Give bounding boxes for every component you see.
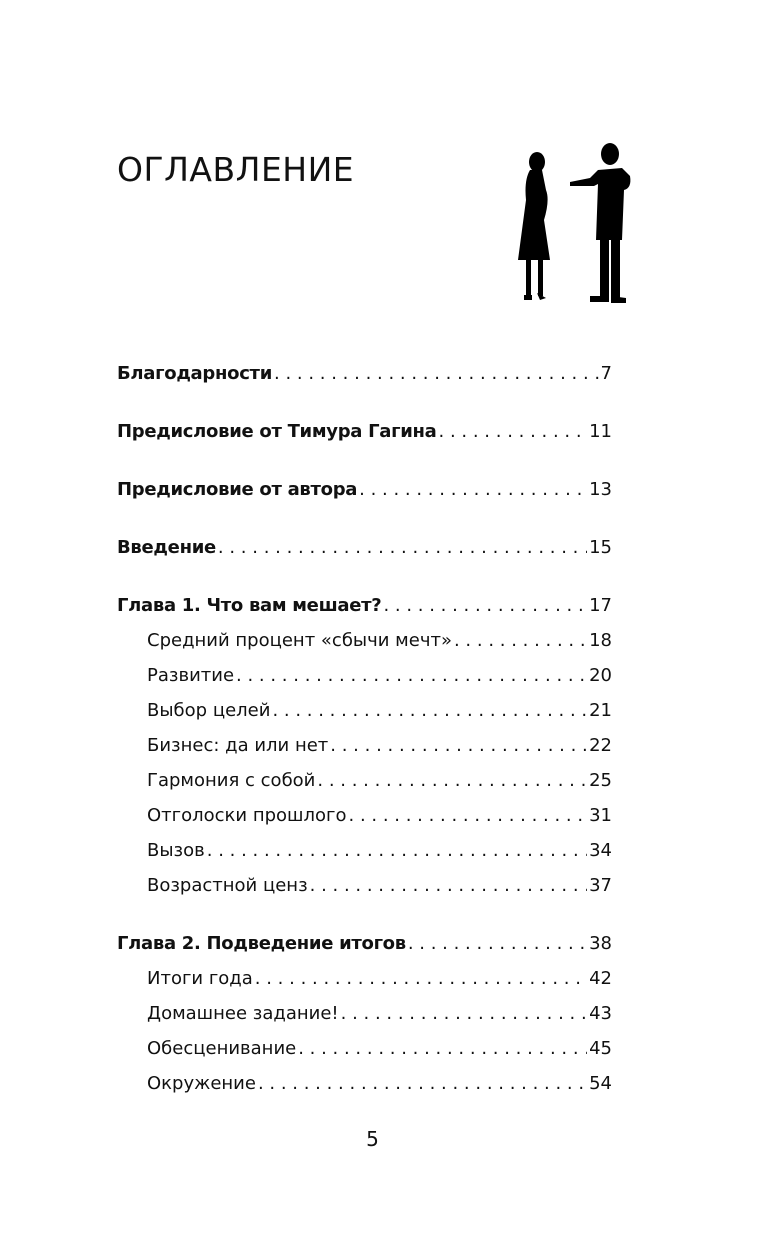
entry-page-number: 15 bbox=[589, 537, 612, 558]
entry-title: Вызов bbox=[147, 840, 205, 861]
silhouette-illustration bbox=[510, 140, 645, 310]
toc-section-entry bbox=[117, 693, 612, 728]
entry-page-number: 37 bbox=[589, 875, 612, 896]
dot-leader bbox=[383, 588, 587, 623]
entry-page-number: 38 bbox=[589, 933, 612, 954]
entry-title: Выбор целей bbox=[147, 700, 271, 721]
entry-title: Благодарности bbox=[117, 363, 273, 384]
toc-section-entry bbox=[117, 623, 612, 658]
entry-page-number: 45 bbox=[589, 1038, 612, 1059]
page-number: 5 bbox=[366, 1127, 379, 1151]
entry-title: Средний процент «сбычи мечт» bbox=[147, 630, 452, 651]
entry-title: Предисловие от Тимура Гагина bbox=[117, 421, 437, 442]
toc-section-entry bbox=[117, 1031, 612, 1066]
toc-chapter-entry bbox=[117, 588, 612, 623]
toc-chapter-entry bbox=[117, 926, 612, 961]
dot-leader bbox=[218, 530, 587, 565]
table-of-contents bbox=[117, 356, 612, 1101]
toc-section-entry bbox=[117, 996, 612, 1031]
entry-page-number: 34 bbox=[589, 840, 612, 861]
toc-chapter-entry bbox=[117, 414, 612, 449]
entry-page-number: 42 bbox=[589, 968, 612, 989]
dot-leader bbox=[298, 1031, 587, 1066]
entry-page-number: 17 bbox=[589, 595, 612, 616]
dot-leader bbox=[408, 926, 587, 961]
entry-page-number: 31 bbox=[589, 805, 612, 826]
dot-leader bbox=[310, 868, 587, 903]
page-title: ОГЛАВЛЕНИЕ bbox=[117, 150, 355, 189]
entry-page-number: 20 bbox=[589, 665, 612, 686]
toc-section-entry bbox=[117, 658, 612, 693]
toc-section-entry bbox=[117, 1066, 612, 1101]
toc-section-entry bbox=[117, 961, 612, 996]
toc-section-entry bbox=[117, 833, 612, 868]
entry-title: Гармония с собой bbox=[147, 770, 316, 791]
dot-leader bbox=[258, 1066, 587, 1101]
entry-page-number: 25 bbox=[589, 770, 612, 791]
toc-chapter-entry bbox=[117, 472, 612, 507]
dot-leader bbox=[272, 693, 587, 728]
dot-leader bbox=[341, 996, 587, 1031]
dot-leader bbox=[439, 414, 588, 449]
entry-title: Глава 1. Что вам мешает? bbox=[117, 595, 382, 616]
entry-page-number: 11 bbox=[589, 421, 612, 442]
dot-leader bbox=[207, 833, 587, 868]
toc-section-entry bbox=[117, 798, 612, 833]
dot-leader bbox=[255, 961, 587, 996]
entry-title: Глава 2. Подведение итогов bbox=[117, 933, 406, 954]
entry-page-number: 21 bbox=[589, 700, 612, 721]
entry-title: Бизнес: да или нет bbox=[147, 735, 329, 756]
entry-title: Развитие bbox=[147, 665, 235, 686]
entry-title: Возрастной ценз bbox=[147, 875, 308, 896]
entry-title: Обесценивание bbox=[147, 1038, 297, 1059]
entry-page-number: 22 bbox=[589, 735, 612, 756]
entry-page-number: 54 bbox=[589, 1073, 612, 1094]
dot-leader bbox=[236, 658, 587, 693]
toc-section-entry bbox=[117, 763, 612, 798]
entry-page-number: 7 bbox=[600, 363, 612, 384]
entry-page-number: 43 bbox=[589, 1003, 612, 1024]
dot-leader bbox=[317, 763, 587, 798]
toc-chapter-entry bbox=[117, 530, 612, 565]
dot-leader bbox=[454, 623, 587, 658]
toc-section-entry bbox=[117, 728, 612, 763]
toc-chapter-entry bbox=[117, 356, 612, 391]
entry-title: Отголоски прошлого bbox=[147, 805, 347, 826]
entry-title: Введение bbox=[117, 537, 216, 558]
dot-leader bbox=[330, 728, 587, 763]
entry-title: Окружение bbox=[147, 1073, 256, 1094]
dot-leader bbox=[349, 798, 588, 833]
entry-title: Домашнее задание! bbox=[147, 1003, 339, 1024]
entry-page-number: 18 bbox=[589, 630, 612, 651]
toc-section-entry bbox=[117, 868, 612, 903]
dot-leader bbox=[274, 356, 599, 391]
entry-title: Предисловие от автора bbox=[117, 479, 358, 500]
entry-title: Итоги года bbox=[147, 968, 253, 989]
entry-page-number: 13 bbox=[589, 479, 612, 500]
dot-leader bbox=[359, 472, 587, 507]
